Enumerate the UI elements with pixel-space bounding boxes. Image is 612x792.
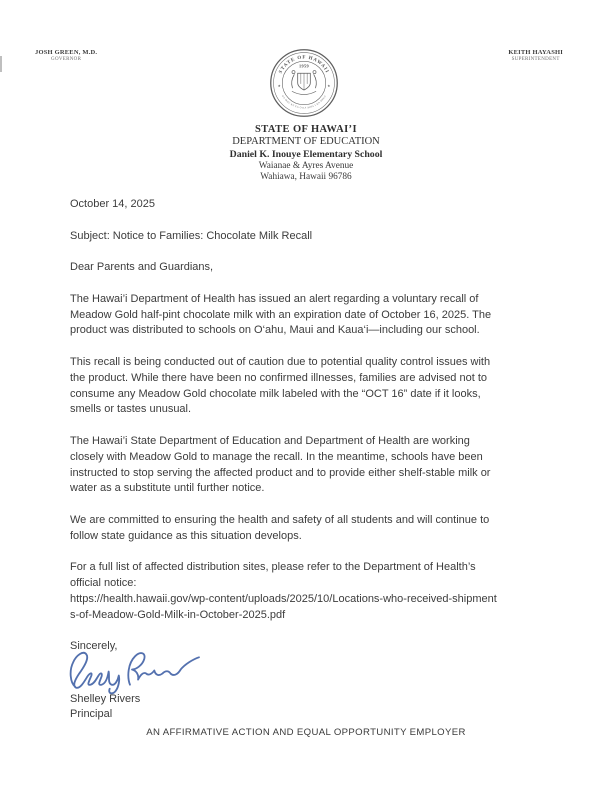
notice-url-line: s-of-Meadow-Gold-Milk-in-October-2025.pdf	[70, 608, 286, 621]
letter-date: October 14, 2025	[70, 198, 156, 210]
seal-year: 1959	[298, 63, 310, 69]
paragraph-line: consume any Meadow Gold chocolate milk labeled with the “OCT 16” date if it looks,	[70, 387, 481, 400]
governor-block	[35, 49, 97, 62]
letter-closing: Sincerely,	[70, 640, 118, 653]
org-address-line2: Wahiawa, Hawaii 96786	[260, 172, 352, 182]
paragraph-line: closely with Meadow Gold to manage the recall. In the meantime, schools have been	[70, 450, 483, 463]
letter-salutation: Dear Parents and Guardians,	[70, 261, 214, 274]
org-header	[0, 124, 612, 182]
signer-title: Principal	[70, 708, 113, 721]
seal-star-left-icon: ★	[277, 83, 281, 88]
paragraph-line: water as a substitute until further notice.	[70, 482, 265, 495]
signer-name: Shelley Rivers	[70, 692, 141, 705]
org-school-name: Daniel K. Inouye Elementary School	[229, 149, 383, 160]
paragraph-line: The Hawai’i State Department of Education and Department of Health are working	[70, 434, 470, 447]
seal-arc-bottom-text: UA MAU KE EA O KA AINA I KA PONO	[281, 94, 327, 110]
org-address-line1: Waianae & Ayres Avenue	[258, 161, 354, 171]
body-paragraph-3	[70, 434, 554, 497]
hawaii-state-seal-icon	[269, 48, 339, 118]
superintendent-title: SUPERINTENDENT	[511, 57, 560, 62]
letter-subject: Subject: Notice to Families: Chocolate Milk Recall	[70, 229, 313, 242]
body-paragraph-notice	[70, 560, 554, 623]
org-state-line: STATE OF HAWAI’I	[255, 124, 357, 135]
paragraph-line: This recall is being conducted out of caution due to potential quality control issues with	[70, 355, 491, 368]
seal-star-right-icon: ★	[327, 83, 331, 88]
superintendent-name: KEITH HAYASHI	[508, 49, 563, 56]
signature-area	[70, 655, 554, 691]
paragraph-line: Meadow Gold half-pint chocolate milk with an expiration date of October 16, 2025. The	[70, 308, 492, 321]
paragraph-line: smells or tastes unusual.	[70, 403, 192, 416]
body-paragraph-4	[70, 513, 554, 545]
notice-url-line: https://health.hawaii.gov/wp-content/uploads/2025/10/Locations-who-received-shipment	[70, 592, 497, 605]
paragraph-line: product was distributed to schools on O‘ahu, Maui and Kaua‘i—including our school.	[70, 324, 480, 337]
letter-body	[70, 197, 554, 723]
paragraph-line: the product. While there have been no confirmed illnesses, families are advised not to	[70, 371, 488, 384]
paragraph-line: follow state guidance as this situation develops.	[70, 529, 302, 542]
seal-coat-of-arms	[292, 71, 317, 95]
paragraph-line: official notice:	[70, 577, 137, 590]
paragraph-line: instructed to stop serving the affected product and to provide either shelf-stable milk or	[70, 466, 491, 479]
governor-title: GOVERNOR	[51, 57, 82, 62]
scan-edge-artifact	[0, 56, 2, 72]
org-department-line: DEPARTMENT OF EDUCATION	[232, 136, 380, 147]
governor-name: JOSH GREEN, M.D.	[35, 49, 98, 56]
body-paragraph-1	[70, 292, 554, 339]
svg-text:UA MAU KE EA O KA AINA I KA PO	[281, 95, 327, 110]
handwritten-signature-icon	[64, 645, 202, 696]
paragraph-line: The Hawai’i Department of Health has issued an alert regarding a voluntary recall of	[70, 292, 479, 305]
signer-block	[70, 692, 554, 724]
paragraph-line: For a full list of affected distribution sites, please refer to the Department of Health’s	[70, 561, 476, 574]
body-paragraph-2	[70, 355, 554, 418]
superintendent-block	[508, 49, 563, 62]
seal-arc-top-text: STATE OF HAWAII	[278, 55, 330, 75]
footer-eeo-notice: AN AFFIRMATIVE ACTION AND EQUAL OPPORTUNITY EMPLOYER	[146, 727, 466, 738]
paragraph-line: We are committed to ensuring the health and safety of all students and will continue to	[70, 513, 490, 526]
